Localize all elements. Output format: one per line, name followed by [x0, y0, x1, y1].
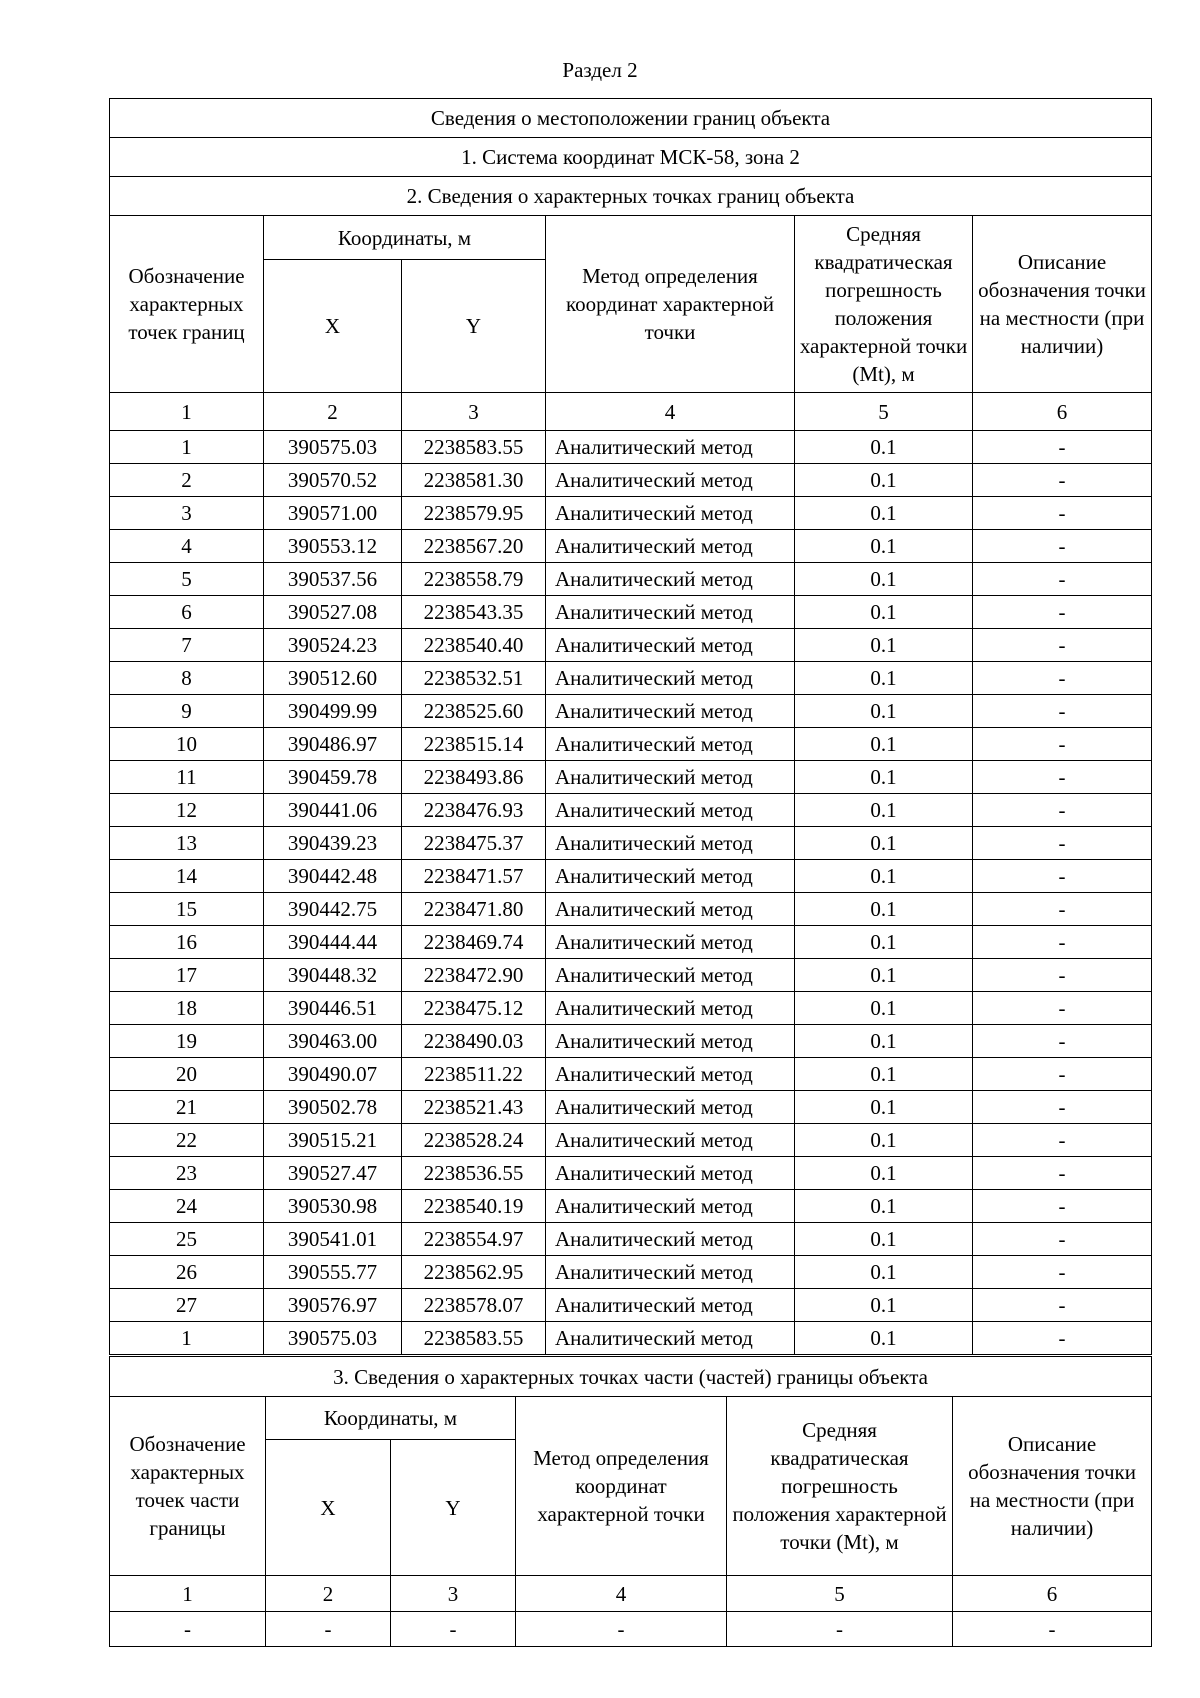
table-cell: 390570.52	[264, 464, 402, 497]
table-cell: Аналитический метод	[546, 728, 795, 761]
header-coords: Координаты, м	[264, 216, 546, 260]
table-cell: 2238511.22	[402, 1058, 546, 1091]
table-row	[110, 1289, 1152, 1322]
table-row	[110, 1124, 1152, 1157]
table-cell: Аналитический метод	[546, 596, 795, 629]
table-row	[110, 1025, 1152, 1058]
table-cell: Аналитический метод	[546, 629, 795, 662]
table-cell: 0.1	[795, 695, 973, 728]
table-cell: 3	[110, 497, 264, 530]
table-cell: 0.1	[795, 662, 973, 695]
table-cell: 0.1	[795, 1157, 973, 1190]
table-row	[110, 662, 1152, 695]
table-cell: 5	[110, 563, 264, 596]
table-cell: Аналитический метод	[546, 431, 795, 464]
table-row	[110, 959, 1152, 992]
table-cell: 390448.32	[264, 959, 402, 992]
column-number: 2	[266, 1576, 391, 1612]
table-cell: 0.1	[795, 893, 973, 926]
table-cell: 9	[110, 695, 264, 728]
column-number: 3	[391, 1576, 516, 1612]
table-cell: 16	[110, 926, 264, 959]
column-number: 3	[402, 393, 546, 431]
table-cell: 2238525.60	[402, 695, 546, 728]
table-cell: 390576.97	[264, 1289, 402, 1322]
table-cell: 390553.12	[264, 530, 402, 563]
table-cell: 390446.51	[264, 992, 402, 1025]
table-cell: Аналитический метод	[546, 497, 795, 530]
table-cell: -	[973, 431, 1152, 464]
table-cell: Аналитический метод	[546, 959, 795, 992]
table-cell: 0.1	[795, 530, 973, 563]
table-cell: Аналитический метод	[546, 794, 795, 827]
table-cell: 2238536.55	[402, 1157, 546, 1190]
table-cell: 14	[110, 860, 264, 893]
table-cell: 2238475.12	[402, 992, 546, 1025]
table-cell: 0.1	[795, 629, 973, 662]
table-cell: 390499.99	[264, 695, 402, 728]
table-cell: 2238579.95	[402, 497, 546, 530]
header-designation: Обозначение характерных точек части границы	[110, 1397, 266, 1576]
table-cell: 2238543.35	[402, 596, 546, 629]
table-cell: 22	[110, 1124, 264, 1157]
table-cell: 2238515.14	[402, 728, 546, 761]
table-cell: 390575.03	[264, 1322, 402, 1355]
table-cell: Аналитический метод	[546, 563, 795, 596]
table-cell: 390442.48	[264, 860, 402, 893]
column-number: 2	[264, 393, 402, 431]
table-row	[110, 926, 1152, 959]
table-row	[110, 1091, 1152, 1124]
table-cell: -	[953, 1612, 1152, 1647]
table-row	[110, 431, 1152, 464]
table-cell: 390541.01	[264, 1223, 402, 1256]
table-cell: -	[973, 1124, 1152, 1157]
table-cell: 2238528.24	[402, 1124, 546, 1157]
table-cell: 2238476.93	[402, 794, 546, 827]
table-row	[110, 794, 1152, 827]
table-row	[110, 1190, 1152, 1223]
table-cell: 2238540.40	[402, 629, 546, 662]
column-numbers-row	[110, 1576, 1152, 1612]
table-cell: -	[973, 1025, 1152, 1058]
header-error: Средняя квадратическая погрешность положения характерной точки (Mt), м	[727, 1397, 953, 1576]
column-numbers-row	[110, 393, 1152, 431]
table-row	[110, 563, 1152, 596]
table-cell: Аналитический метод	[546, 1223, 795, 1256]
table-cell: 2238567.20	[402, 530, 546, 563]
table-cell: 2238521.43	[402, 1091, 546, 1124]
table-cell: 390515.21	[264, 1124, 402, 1157]
table-cell: 2238578.07	[402, 1289, 546, 1322]
table-row	[110, 1322, 1152, 1355]
table-cell: 0.1	[795, 464, 973, 497]
table-row	[110, 1058, 1152, 1091]
table-cell: -	[973, 1157, 1152, 1190]
header-error: Средняя квадратическая погрешность положения характерной точки (Mt), м	[795, 216, 973, 393]
table-cell: 15	[110, 893, 264, 926]
column-number: 1	[110, 1576, 266, 1612]
table-cell: 390512.60	[264, 662, 402, 695]
table-cell: -	[973, 662, 1152, 695]
table-cell: 0.1	[795, 1058, 973, 1091]
table-cell: 2238581.30	[402, 464, 546, 497]
table-row	[110, 464, 1152, 497]
column-number: 4	[546, 393, 795, 431]
table-row	[110, 761, 1152, 794]
table-cell: -	[973, 794, 1152, 827]
table-row	[110, 1223, 1152, 1256]
table-cell: 0.1	[795, 1289, 973, 1322]
table-cell: 0.1	[795, 794, 973, 827]
table-cell: 20	[110, 1058, 264, 1091]
column-number: 4	[516, 1576, 727, 1612]
header-x: X	[264, 260, 402, 393]
table-cell: 2238471.57	[402, 860, 546, 893]
coordinate-system: 1. Система координат МСК-58, зона 2	[110, 138, 1152, 177]
table-row	[110, 530, 1152, 563]
header-x: X	[266, 1440, 391, 1576]
table-cell: 390444.44	[264, 926, 402, 959]
table-cell: 25	[110, 1223, 264, 1256]
column-number: 6	[973, 393, 1152, 431]
table-cell: 27	[110, 1289, 264, 1322]
table-cell: 1	[110, 431, 264, 464]
table-cell: Аналитический метод	[546, 1289, 795, 1322]
table-cell: 390441.06	[264, 794, 402, 827]
boundary-points-table	[109, 98, 1152, 1355]
table-cell: -	[973, 1190, 1152, 1223]
table-cell: -	[973, 695, 1152, 728]
table-cell: 390459.78	[264, 761, 402, 794]
table-cell: 19	[110, 1025, 264, 1058]
table-cell: Аналитический метод	[546, 893, 795, 926]
table-cell: -	[516, 1612, 727, 1647]
part-boundary-points-table	[109, 1356, 1152, 1647]
table-row	[110, 1157, 1152, 1190]
table-cell: 1	[110, 1322, 264, 1355]
table-row	[110, 728, 1152, 761]
table-cell: 2238475.37	[402, 827, 546, 860]
table-cell: Аналитический метод	[546, 992, 795, 1025]
table-cell: 2238558.79	[402, 563, 546, 596]
table-cell: Аналитический метод	[546, 1091, 795, 1124]
table-cell: -	[973, 497, 1152, 530]
table-cell: 390439.23	[264, 827, 402, 860]
table-cell: 0.1	[795, 1190, 973, 1223]
table-row	[110, 596, 1152, 629]
table-cell: 12	[110, 794, 264, 827]
table-cell: -	[973, 959, 1152, 992]
table-cell: 0.1	[795, 827, 973, 860]
table-cell: -	[973, 1058, 1152, 1091]
table-cell: Аналитический метод	[546, 530, 795, 563]
table-cell: -	[110, 1612, 266, 1647]
table-cell: 2238471.80	[402, 893, 546, 926]
table-cell: 7	[110, 629, 264, 662]
table-cell: -	[973, 860, 1152, 893]
table-row	[110, 497, 1152, 530]
header-designation: Обозначение характерных точек границ	[110, 216, 264, 393]
table-cell: -	[973, 1223, 1152, 1256]
table-cell: -	[973, 728, 1152, 761]
table-cell: -	[391, 1612, 516, 1647]
table-cell: Аналитический метод	[546, 1157, 795, 1190]
table-cell: Аналитический метод	[546, 695, 795, 728]
table-cell: 2238493.86	[402, 761, 546, 794]
column-number: 5	[727, 1576, 953, 1612]
table-cell: 390571.00	[264, 497, 402, 530]
table-cell: -	[973, 992, 1152, 1025]
table-cell: Аналитический метод	[546, 662, 795, 695]
table-row	[110, 992, 1152, 1025]
table-cell: -	[973, 1289, 1152, 1322]
table-cell: -	[973, 827, 1152, 860]
table-row	[110, 827, 1152, 860]
table-cell: 0.1	[795, 497, 973, 530]
table-cell: -	[973, 926, 1152, 959]
table-cell: -	[266, 1612, 391, 1647]
table-cell: 0.1	[795, 1091, 973, 1124]
table-cell: 2238532.51	[402, 662, 546, 695]
table-cell: 0.1	[795, 728, 973, 761]
table-cell: 24	[110, 1190, 264, 1223]
header-method: Метод определения координат характерной точки	[546, 216, 795, 393]
table-cell: 10	[110, 728, 264, 761]
table-cell: -	[973, 530, 1152, 563]
table-cell: 390463.00	[264, 1025, 402, 1058]
table-cell: Аналитический метод	[546, 1058, 795, 1091]
table-cell: 390555.77	[264, 1256, 402, 1289]
table-cell: 0.1	[795, 596, 973, 629]
table-cell: 390524.23	[264, 629, 402, 662]
header-y: Y	[402, 260, 546, 393]
table-cell: 0.1	[795, 1223, 973, 1256]
table-cell: 2238540.19	[402, 1190, 546, 1223]
table-cell: -	[973, 1256, 1152, 1289]
table-cell: 0.1	[795, 1025, 973, 1058]
table-cell: 390490.07	[264, 1058, 402, 1091]
table-cell: 0.1	[795, 926, 973, 959]
table-cell: -	[973, 464, 1152, 497]
table-row	[110, 695, 1152, 728]
table-cell: 13	[110, 827, 264, 860]
table-cell: Аналитический метод	[546, 1124, 795, 1157]
table-cell: 0.1	[795, 761, 973, 794]
table-cell: 23	[110, 1157, 264, 1190]
table-cell: -	[973, 596, 1152, 629]
table-row	[110, 1612, 1152, 1647]
table-cell: 390537.56	[264, 563, 402, 596]
table-cell: 0.1	[795, 992, 973, 1025]
table-cell: Аналитический метод	[546, 1025, 795, 1058]
table-cell: Аналитический метод	[546, 464, 795, 497]
table-cell: 2	[110, 464, 264, 497]
table2-title: 3. Сведения о характерных точках части (частей) границы объекта	[110, 1357, 1152, 1397]
column-number: 6	[953, 1576, 1152, 1612]
table-cell: 18	[110, 992, 264, 1025]
header-description: Описание обозначения точки на местности (при наличии)	[953, 1397, 1152, 1576]
table-cell: -	[973, 563, 1152, 596]
table-cell: -	[973, 629, 1152, 662]
section-title: Сведения о местоположении границ объекта	[110, 99, 1152, 138]
table-cell: Аналитический метод	[546, 926, 795, 959]
table-cell: Аналитический метод	[546, 1322, 795, 1355]
table-cell: 8	[110, 662, 264, 695]
table-cell: 0.1	[795, 860, 973, 893]
page-title: Раздел 2	[562, 58, 638, 82]
table-cell: 2238554.97	[402, 1223, 546, 1256]
header-y: Y	[391, 1440, 516, 1576]
table-cell: -	[973, 893, 1152, 926]
table-cell: 2238490.03	[402, 1025, 546, 1058]
table-cell: 0.1	[795, 1256, 973, 1289]
table-cell: 390575.03	[264, 431, 402, 464]
table-cell: -	[973, 761, 1152, 794]
table-cell: 2238562.95	[402, 1256, 546, 1289]
column-number: 1	[110, 393, 264, 431]
table-cell: 0.1	[795, 563, 973, 596]
header-coords: Координаты, м	[266, 1397, 516, 1440]
table-row	[110, 893, 1152, 926]
table-cell: 6	[110, 596, 264, 629]
table-cell: Аналитический метод	[546, 827, 795, 860]
table-cell: -	[727, 1612, 953, 1647]
table-cell: 4	[110, 530, 264, 563]
table-cell: 2238583.55	[402, 1322, 546, 1355]
table-cell: Аналитический метод	[546, 860, 795, 893]
table-cell: 2238469.74	[402, 926, 546, 959]
table-cell: 390442.75	[264, 893, 402, 926]
table-cell: 390486.97	[264, 728, 402, 761]
table-row	[110, 629, 1152, 662]
header-method: Метод определения координат характерной точки	[516, 1397, 727, 1576]
table-cell: -	[973, 1091, 1152, 1124]
table-cell: 390527.47	[264, 1157, 402, 1190]
column-number: 5	[795, 393, 973, 431]
table-cell: 0.1	[795, 431, 973, 464]
table-row	[110, 860, 1152, 893]
table-cell: Аналитический метод	[546, 1190, 795, 1223]
table-cell: 17	[110, 959, 264, 992]
table-cell: 21	[110, 1091, 264, 1124]
header-description: Описание обозначения точки на местности (при наличии)	[973, 216, 1152, 393]
table-cell: 390502.78	[264, 1091, 402, 1124]
table-row	[110, 1256, 1152, 1289]
table-cell: 11	[110, 761, 264, 794]
table-cell: 390530.98	[264, 1190, 402, 1223]
table-cell: -	[973, 1322, 1152, 1355]
table-cell: Аналитический метод	[546, 1256, 795, 1289]
table-cell: 0.1	[795, 1124, 973, 1157]
table1-title: 2. Сведения о характерных точках границ объекта	[110, 177, 1152, 216]
table-cell: 26	[110, 1256, 264, 1289]
table-cell: 390527.08	[264, 596, 402, 629]
table-cell: 0.1	[795, 1322, 973, 1355]
table-cell: 0.1	[795, 959, 973, 992]
table-cell: 2238583.55	[402, 431, 546, 464]
table-cell: Аналитический метод	[546, 761, 795, 794]
table-cell: 2238472.90	[402, 959, 546, 992]
